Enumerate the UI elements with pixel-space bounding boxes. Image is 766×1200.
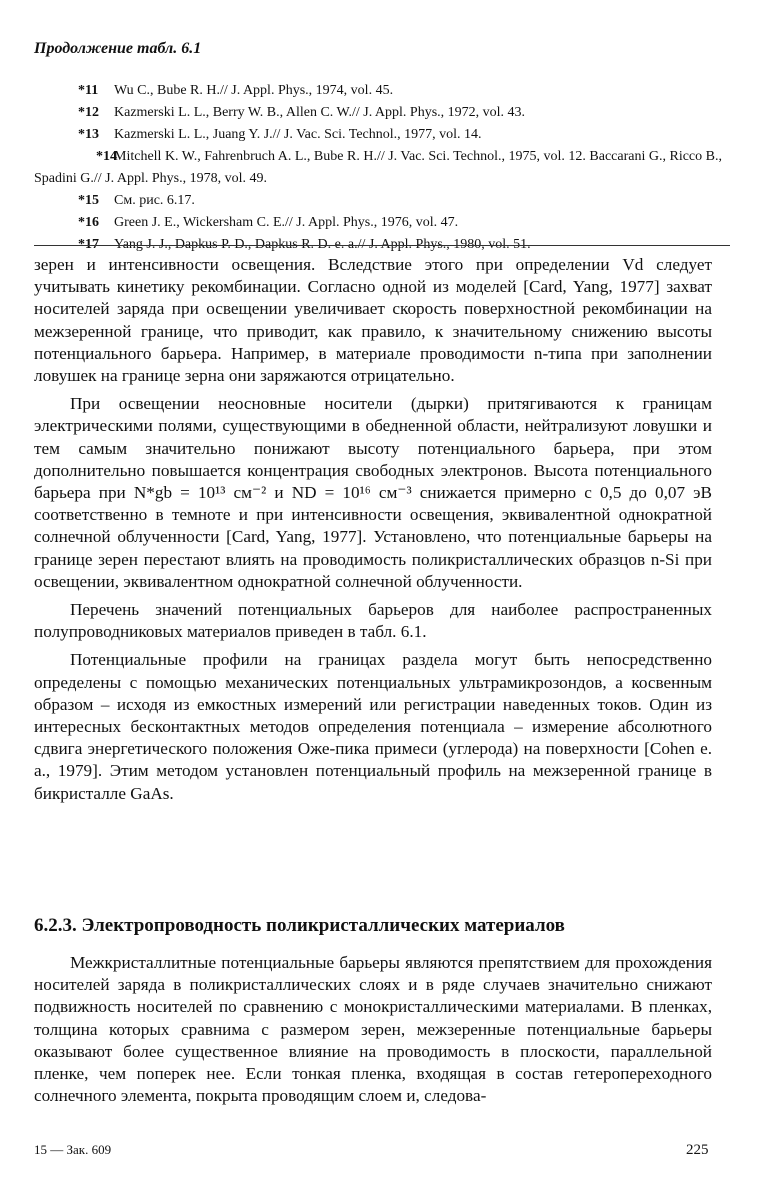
footnote <box>52 80 722 102</box>
printer-signature: 15 — Зак. 609 <box>34 1142 112 1157</box>
footnote-text: Kazmerski L. L., Berry W. B., Allen C. W.// J. Appl. Phys., 1972, vol. 43. <box>114 105 526 120</box>
main-text <box>34 254 712 811</box>
footnote-text: Green J. E., Wickersham C. E.// J. Appl. Phys., 1976, vol. 47. <box>114 215 459 230</box>
footnote-marker: *11 <box>78 83 99 98</box>
footnote-marker: *12 <box>78 105 99 120</box>
footnote <box>52 190 722 212</box>
paragraph: Перечень значений потенциальных барьеров для наиболее распространенных полупроводниковых материалов приведен в табл. 6.1. <box>34 600 712 642</box>
table-end-rule <box>34 245 730 246</box>
paragraph: Потенциальные профили на границах раздела могут быть непосредственно определены с помощью механических потенциальных ультрамикрозондов, а косвенным образом – исходя из емкостных измерений или регистрации наведенных токов. Один из интересных бесконтактных методов определения потенциала – измерение абсолютного сдвига энергетического положения Оже-пика примеси (углерода) на поверхности [Cohen e. a., 1979]. Этим методом установлен потенциальный профиль на межзеренной границе в бикристалле GaAs. <box>34 650 712 803</box>
section-heading: 6.2.3. Электропроводность поликристаллических материалов <box>34 915 565 936</box>
paragraph: При освещении неосновные носители (дырки) притягиваются к границам электрическими полями, существующими в обедненной области, нейтрализуют ловушки и тем самым значительно понижают высоту потенциального барьера, при этом дополнительно повышается концентрация свободных электронов. Высота потенциального барьера при N*gb = 10¹³ см⁻² и ND = 10¹⁶ см⁻³ снижается примерно с 0,5 до 0,07 эВ соответственно в темноте и при интенсивности освещения, эквивалентной однократной солнечной облученности [Card, Yang, 1977]. Установлено, что потенциальные барьеры на границе зерен перестают влиять на проводимость поликристаллических образцов n-Si при освещении, эквивалентном однократной солнечной облученности. <box>34 394 712 591</box>
footnote-marker: *16 <box>78 215 99 230</box>
paragraph: Межкристаллитные потенциальные барьеры являются препятствием для прохождения носителей заряда в поликристаллических слоях и в ряде случаев значительно снижают подвижность носителей по сравнению с монокристаллическими материалами. В пленках, толщина которых сравнима с размером зерен, межзеренные потенциальные барьеры оказывают более существенное влияние на проводимость в плоскости, параллельной пленке, чем поперек нее. Если тонкая пленка, входящая в состав гетероперехoдного солнечного элемента, покрыта проводящим слоем и, следова- <box>34 953 712 1106</box>
footnote-text: Mitchell K. W., Fahrenbruch A. L., Bube R. H.// J. Vac. Sci. Technol., 1975, vol. 12. Baccarani G., Ricco B., Spadini G.// J. Appl. Phys., 1978, vol. 49. <box>34 149 722 186</box>
footnotes <box>34 80 722 256</box>
footnote-marker: *17 <box>78 237 99 252</box>
footnote-marker: *15 <box>78 193 99 208</box>
footnote <box>52 124 722 146</box>
footnote-text: См. рис. 6.17. <box>114 193 195 208</box>
footnote-text: Kazmerski L. L., Juang Y. J.// J. Vac. Sci. Technol., 1977, vol. 14. <box>114 127 482 142</box>
footnote-marker: *14 <box>96 149 117 164</box>
footnote-marker: *13 <box>78 127 99 142</box>
page-number: 225 <box>686 1142 709 1158</box>
footnote <box>52 212 722 234</box>
footnote-text: Yang J. J., Dapkus P. D., Dapkus R. D. e. a.// J. Appl. Phys., 1980, vol. 51. <box>114 237 531 252</box>
footnote-text: Wu C., Bube R. H.// J. Appl. Phys., 1974, vol. 45. <box>114 83 394 98</box>
footnote <box>52 102 722 124</box>
section-text <box>34 952 712 1107</box>
continuation-title: Продолжение табл. 6.1 <box>34 40 202 57</box>
footnote <box>34 146 722 190</box>
paragraph: зерен и интенсивности освещения. Вследствие этого при определении Vd следует учитывать кинетику рекомбинации. Согласно одной из моделей [Card, Yang, 1977] захват носителей заряда при освещении увеличивает скорость поверхностной рекомбинации на межзеренной границе, что приводит, как правило, к значительному снижению высоты потенциального барьера. Например, в материале проводимости n-типа при заполнении ловушек на границе зерна они заряжаются отрицательно. <box>34 255 712 386</box>
